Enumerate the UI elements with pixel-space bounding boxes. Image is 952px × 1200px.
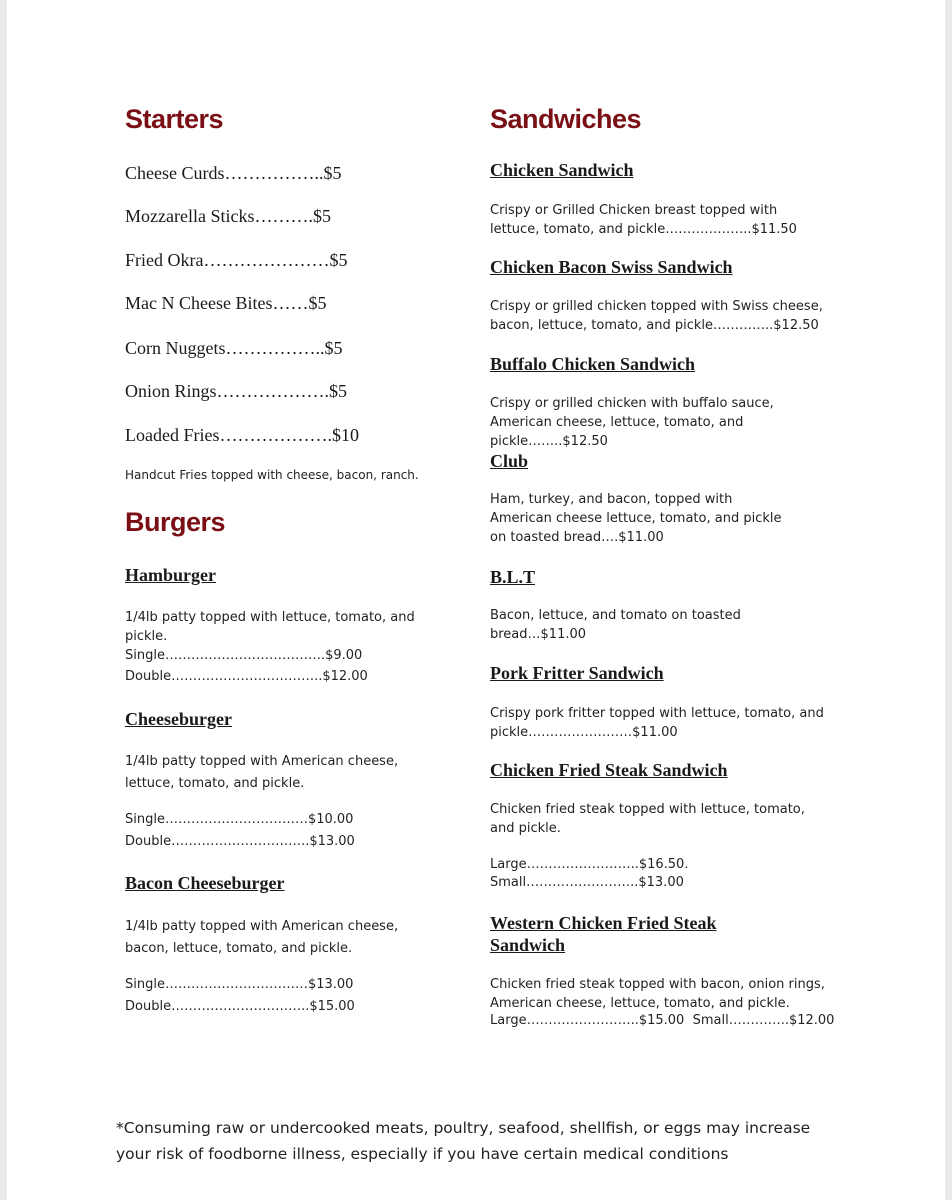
menu-item-description: Crispy or grilled chicken topped with Swiss cheese, bacon, lettuce, tomato, and pickle…………..$12.50 — [490, 299, 823, 333]
price-line: Small……………………..$13.00 — [490, 875, 684, 890]
starter-item: Mozzarella Sticks……….$5 — [125, 206, 331, 226]
menu-item-title: Chicken Sandwich — [490, 160, 634, 180]
menu-item-description: 1/4lb patty topped with American cheese, bacon, lettuce, tomato, and pickle. — [125, 919, 399, 956]
price-line: Double……………………………..$12.00 — [125, 669, 368, 684]
starter-item: Mac N Cheese Bites……$5 — [125, 293, 327, 313]
menu-item-description: Crispy or grilled chicken with buffalo sauce, American cheese, lettuce, tomato, and pickle……..$12.50 — [490, 396, 774, 449]
menu-item-title: Pork Fritter Sandwich — [490, 663, 664, 683]
menu-item-description: 1/4lb patty topped with lettuce, tomato, and pickle. — [125, 610, 415, 644]
sandwiches-heading: Sandwiches — [490, 104, 642, 134]
menu-item-description: Ham, turkey, and bacon, topped with American cheese lettuce, tomato, and pickle on toasted bread….$11.00 — [490, 492, 782, 545]
menu-item-title: Cheeseburger — [125, 709, 232, 729]
menu-item-title: Club — [490, 451, 529, 471]
menu-item-title: Bacon Cheeseburger — [125, 873, 285, 893]
menu-item-title: Chicken Fried Steak Sandwich — [490, 760, 728, 780]
price-line: Double…………………………..$15.00 — [125, 999, 355, 1014]
menu-item-description: Crispy pork fritter topped with lettuce, tomato, and pickle……………………$11.00 — [490, 706, 824, 740]
starter-item: Corn Nuggets……………..$5 — [125, 338, 343, 358]
price-line: Large……………………..$16.50. — [490, 857, 689, 872]
price-line: Single……………………………….$9.00 — [125, 648, 363, 663]
menu-item-title: Western Chicken Fried Steak Sandwich — [490, 913, 717, 955]
price-line: Double…………………………..$13.00 — [125, 834, 355, 849]
menu-item-title: B.L.T — [490, 567, 536, 587]
food-safety-disclaimer: *Consuming raw or undercooked meats, poultry, seafood, shellfish, or eggs may increase your risk of foodborne illness, especially if you have certain medical conditions — [116, 1119, 811, 1163]
price-line: Single……………………………$13.00 — [125, 977, 354, 992]
page-edge-right — [945, 0, 952, 1200]
menu-item-description: Bacon, lettuce, and tomato on toasted bread…$11.00 — [490, 608, 741, 642]
loaded-fries-note: Handcut Fries topped with cheese, bacon, ranch. — [125, 468, 419, 482]
menu-item-description: 1/4lb patty topped with American cheese, lettuce, tomato, and pickle. — [125, 754, 399, 791]
starter-item: Onion Rings……………….$5 — [125, 381, 348, 401]
menu-item-title: Chicken Bacon Swiss Sandwich — [490, 257, 733, 277]
page-edge-left — [0, 0, 7, 1200]
menu-item-title: Hamburger — [125, 565, 216, 585]
starters-heading: Starters — [125, 104, 224, 134]
price-line: Single……………………………$10.00 — [125, 812, 354, 827]
starter-item: Fried Okra…………………$5 — [125, 250, 348, 270]
menu-item-description: Chicken fried steak topped with bacon, onion rings, American cheese, lettuce, tomato, and pickle. — [490, 977, 825, 1011]
menu-item-description: Chicken fried steak topped with lettuce, tomato, and pickle. — [490, 802, 805, 836]
starter-item: Loaded Fries……………….$10 — [125, 425, 359, 445]
burgers-heading: Burgers — [125, 507, 226, 537]
menu-item-title: Buffalo Chicken Sandwich — [490, 354, 696, 374]
menu-item-description: Crispy or Grilled Chicken breast topped with lettuce, tomato, and pickle………………..$11.50 — [490, 203, 797, 237]
price-line: Large……………………..$15.00 Small…………..$12.00 — [490, 1013, 835, 1028]
starter-item: Cheese Curds……………..$5 — [125, 163, 342, 183]
